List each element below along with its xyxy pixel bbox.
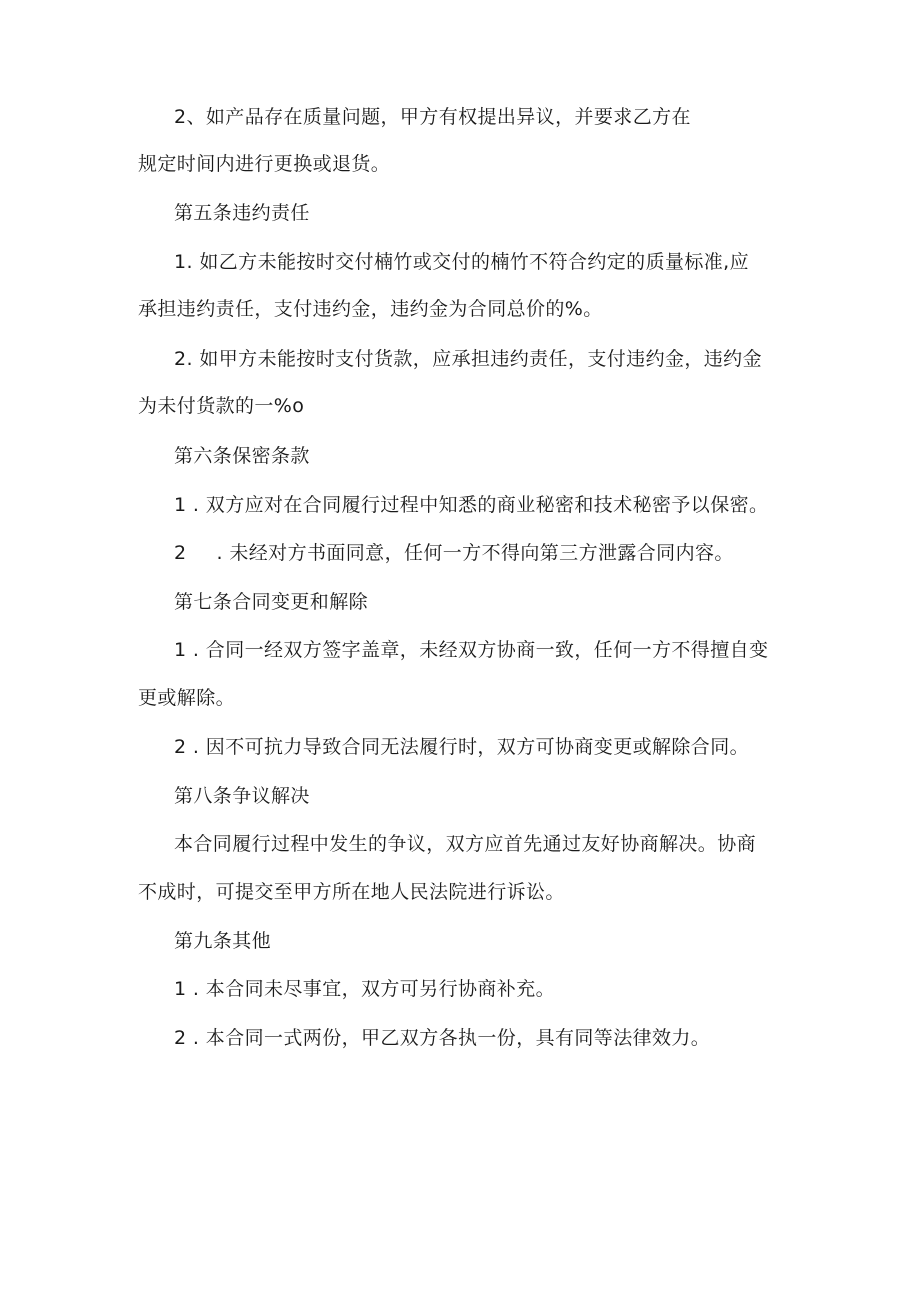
article5-item2-line2: 为未付货款的一%o (138, 395, 305, 417)
article5-item2-line1: 2. 如甲方未能按时支付货款，应承担违约责任，支付违约金，违约金 (174, 348, 762, 370)
article8-line1: 本合同履行过程中发生的争议，双方应首先通过友好协商解决。协商 (174, 833, 757, 855)
clause4-item2-line1: 2、如产品存在质量问题，甲方有权提出异议，并要求乙方在 (174, 106, 691, 128)
article9-item2: 2 . 本合同一式两份，甲乙双方各执一份，具有同等法律效力。 (174, 1027, 711, 1049)
article6-title: 第六条保密条款 (174, 445, 310, 467)
clause4-item2-line2: 规定时间内进行更换或退货。 (138, 153, 391, 175)
article6-item2-number: 2 (174, 542, 187, 564)
article6-item2 (174, 541, 734, 565)
article7-item1-line2: 更或解除。 (138, 687, 236, 709)
article8-line2: 不成时，可提交至甲方所在地人民法院进行诉讼。 (138, 881, 565, 903)
article5-item1-line2: 承担违约责任，支付违约金，违约金为合同总价的%。 (138, 298, 603, 320)
article7-item2: 2 . 因不可抗力导致合同无法履行时，双方可协商变更或解除合同。 (174, 736, 750, 758)
article8-title: 第八条争议解决 (174, 785, 310, 807)
article7-item1-line1: 1 . 合同一经双方签字盖章，未经双方协商一致，任何一方不得擅自变 (174, 639, 769, 661)
article5-item1-line1: 1. 如乙方未能按时交付楠竹或交付的楠竹不符合约定的质量标准,应 (174, 251, 750, 273)
article6-item1: 1 . 双方应对在合同履行过程中知悉的商业秘密和技术秘密予以保密。 (174, 494, 769, 516)
article5-title: 第五条违约责任 (174, 202, 310, 224)
article6-item2-text: . 未经对方书面同意，任何一方不得向第三方泄露合同内容。 (216, 542, 734, 564)
article9-title: 第九条其他 (174, 930, 272, 952)
article9-item1: 1 . 本合同未尽事宜，双方可另行协商补充。 (174, 978, 556, 1000)
article7-title: 第七条合同变更和解除 (174, 591, 369, 613)
